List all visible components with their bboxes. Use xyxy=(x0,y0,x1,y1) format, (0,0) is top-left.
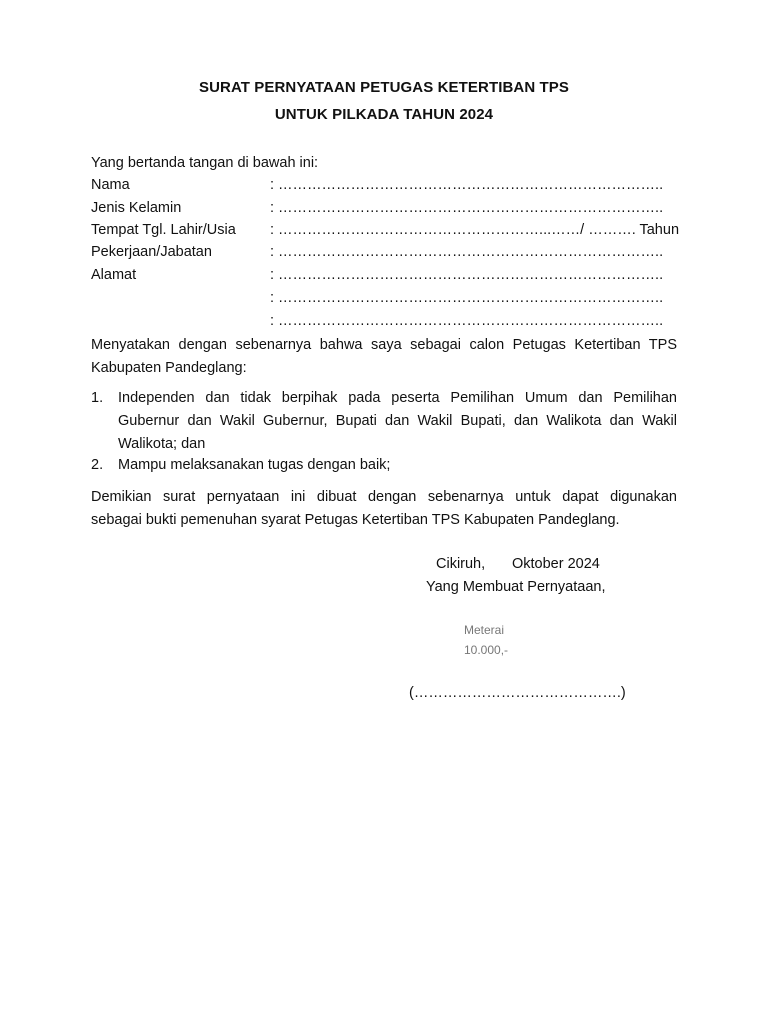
closing-line2: sebagai bukti pemenuhan syarat Petugas Ketertiban TPS Kabupaten Pandeglang. xyxy=(91,512,620,528)
list-item-2 xyxy=(91,454,677,477)
statement-line2: Kabupaten Pandeglang: xyxy=(91,360,247,376)
signature-date: Oktober 2024 xyxy=(512,556,600,572)
closing-line1: Demikian surat pernyataan ini dibuat dengan sebenarnya untuk dapat digunakan xyxy=(91,489,677,505)
field-value-blank: : …………………………………………………………………….. xyxy=(270,177,664,193)
document-title-line1: SURAT PERNYATAAN PETUGAS KETERTIBAN TPS xyxy=(198,79,570,96)
stamp-value: 10.000,- xyxy=(464,643,509,657)
field-label: Tempat Tgl. Lahir/Usia xyxy=(91,222,236,238)
signer-label: Yang Membuat Pernyataan, xyxy=(426,579,606,595)
list-item-1 xyxy=(91,387,677,457)
signature-place: Cikiruh, xyxy=(436,556,486,572)
stamp-label: Meterai xyxy=(464,623,505,637)
field-label: Pekerjaan/Jabatan xyxy=(91,244,212,260)
list-number: 2. xyxy=(91,457,104,473)
statement-line1: Menyatakan dengan sebenarnya bahwa saya sebagai calon Petugas Ketertiban TPS xyxy=(91,337,677,353)
field-value-blank: : …………………………………………………………………….. xyxy=(270,290,664,306)
closing-paragraph xyxy=(91,486,677,532)
list-text: Mampu melaksanakan tugas dengan baik; xyxy=(118,457,391,473)
field-value-blank: : ………………………………………………...……/ ………. Tahun xyxy=(270,222,680,238)
field-value-blank: : …………………………………………………………………….. xyxy=(270,313,664,329)
statement-paragraph xyxy=(91,334,677,380)
field-value-blank: : …………………………………………………………………….. xyxy=(270,267,664,283)
list-text: Independen dan tidak berpihak pada peserta Pemilihan Umum dan Pemilihan Gubernur dan Wakil Gubernur, Bupati dan Wakil Bupati, dan Walikota dan Wakil Walikota; dan xyxy=(118,390,677,452)
field-value-blank: : …………………………………………………………………….. xyxy=(270,200,664,216)
document-title-line2: UNTUK PILKADA TAHUN 2024 xyxy=(274,106,494,123)
list-number: 1. xyxy=(91,390,104,406)
field-label: Jenis Kelamin xyxy=(91,200,182,216)
field-value-blank: : …………………………………………………………………….. xyxy=(270,244,664,260)
signature-line: (…………………………………….) xyxy=(409,685,626,701)
field-label: Alamat xyxy=(91,267,137,283)
field-label: Nama xyxy=(91,177,130,193)
intro-text: Yang bertanda tangan di bawah ini: xyxy=(91,155,319,171)
